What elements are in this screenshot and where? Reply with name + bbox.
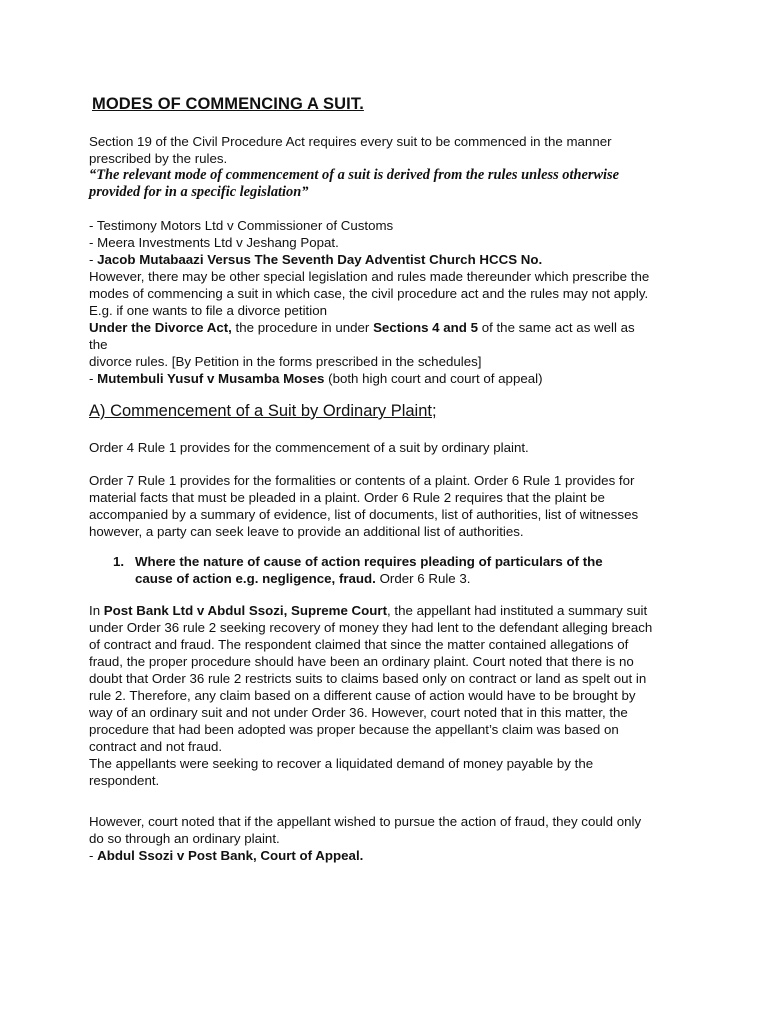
order7-line: however, a party can seek leave to provide an additional list of authorities. bbox=[89, 524, 524, 539]
fraud-line: However, court noted that if the appellant wished to pursue the action of fraud, they could only bbox=[89, 814, 642, 829]
item-rule: Order 6 Rule 3. bbox=[375, 571, 471, 586]
postbank-paragraph bbox=[89, 602, 689, 789]
postbank-line bbox=[89, 602, 689, 619]
intro-line: Section 19 of the Civil Procedure Act requires every suit to be commenced in the manner bbox=[89, 134, 612, 149]
quote-paragraph bbox=[89, 167, 689, 201]
divorce-line bbox=[89, 319, 689, 336]
order7-line: material facts that must be pleaded in a plaint. Order 6 Rule 2 requires that the plaint be bbox=[89, 490, 605, 505]
quote-line: provided for in a specific legislation” bbox=[89, 184, 309, 200]
case-citation: - Testimony Motors Ltd v Commissioner of Customs bbox=[89, 218, 394, 233]
item-number: 1. bbox=[113, 554, 125, 569]
divorce-act: Under the Divorce Act, bbox=[89, 320, 232, 335]
fraud-line: do so through an ordinary plaint. bbox=[89, 831, 280, 846]
order7-line: Order 7 Rule 1 provides for the formalities or contents of a plaint. Order 6 Rule 1 provides for bbox=[89, 473, 635, 488]
item-line: Where the nature of cause of action requires pleading of particulars of the bbox=[135, 554, 603, 569]
postbank-line: doubt that Order 36 rule 2 restricts suits to claims based only on contract or land as spelt out in bbox=[89, 671, 647, 686]
case-list-1 bbox=[89, 217, 689, 387]
order4-paragraph bbox=[89, 439, 689, 456]
case-citation bbox=[89, 847, 689, 864]
divorce-sections: Sections 4 and 5 bbox=[373, 320, 478, 335]
postbank-text: , the appellant had instituted a summary suit bbox=[387, 603, 648, 618]
postbank-prefix: In bbox=[89, 603, 104, 618]
order7-line: accompanied by a summary of evidence, list of documents, list of authorities, list of witnesses bbox=[89, 507, 639, 522]
case-citation bbox=[89, 370, 689, 387]
case-name: Mutembuli Yusuf v Musamba Moses bbox=[97, 371, 325, 386]
postbank-line: contract and not fraud. bbox=[89, 739, 223, 754]
postbank-line: respondent. bbox=[89, 773, 160, 788]
intro-paragraph bbox=[89, 133, 689, 167]
case-note: (both high court and court of appeal) bbox=[324, 371, 543, 386]
special-line: E.g. if one wants to file a divorce petition bbox=[89, 303, 328, 318]
order7-paragraph bbox=[89, 472, 689, 540]
divorce-text: of the same act as well as bbox=[478, 320, 635, 335]
postbank-line: The appellants were seeking to recover a liquidated demand of money payable by the bbox=[89, 756, 594, 771]
case-name: Abdul Ssozi v Post Bank, Court of Appeal. bbox=[97, 848, 364, 863]
postbank-line: of contract and fraud. The respondent claimed that since the matter contained allegations of bbox=[89, 637, 629, 652]
case-name: Jacob Mutabaazi Versus The Seventh Day Adventist Church HCCS No. bbox=[97, 252, 543, 267]
item-line bbox=[135, 570, 655, 587]
postbank-line: under Order 36 rule 2 seeking recovery of money they had lent to the defendant alleging breach bbox=[89, 620, 653, 635]
intro-line: prescribed by the rules. bbox=[89, 151, 228, 166]
fraud-paragraph bbox=[89, 813, 689, 864]
case-name: Post Bank Ltd v Abdul Ssozi, Supreme Court bbox=[103, 603, 387, 618]
divorce-line: divorce rules. [By Petition in the forms prescribed in the schedules] bbox=[89, 354, 482, 369]
item-bold: cause of action e.g. negligence, fraud. bbox=[135, 571, 376, 586]
item-text bbox=[135, 553, 655, 587]
quote-line: “The relevant mode of commencement of a suit is derived from the rules unless otherwise bbox=[89, 167, 620, 183]
case-dash: - bbox=[89, 371, 98, 386]
section-heading: A) Commencement of a Suit by Ordinary Plaint; bbox=[89, 402, 437, 420]
case-citation: - Meera Investments Ltd v Jeshang Popat. bbox=[89, 235, 339, 250]
postbank-line: procedure that had been adopted was proper because the appellant’s claim was based on bbox=[89, 722, 619, 737]
divorce-text: the procedure in under bbox=[231, 320, 374, 335]
case-dash: - bbox=[89, 252, 98, 267]
page-title: MODES OF COMMENCING A SUIT. bbox=[92, 95, 364, 113]
order4-line: Order 4 Rule 1 provides for the commencement of a suit by ordinary plaint. bbox=[89, 440, 529, 455]
postbank-line: fraud, the proper procedure should have been an ordinary plaint. Court noted that there is no bbox=[89, 654, 634, 669]
postbank-line: way of an ordinary suit and not under Order 36. However, court noted that in this matter, the bbox=[89, 705, 628, 720]
special-line: modes of commencing a suit in which case, the civil procedure act and the rules may not apply. bbox=[89, 286, 649, 301]
divorce-line: the bbox=[89, 337, 108, 352]
postbank-line: rule 2. Therefore, any claim based on a different cause of action would have to be brought by bbox=[89, 688, 636, 703]
special-line: However, there may be other special legislation and rules made thereunder which prescribe the bbox=[89, 269, 650, 284]
case-citation bbox=[89, 251, 689, 268]
case-dash: - bbox=[89, 848, 98, 863]
